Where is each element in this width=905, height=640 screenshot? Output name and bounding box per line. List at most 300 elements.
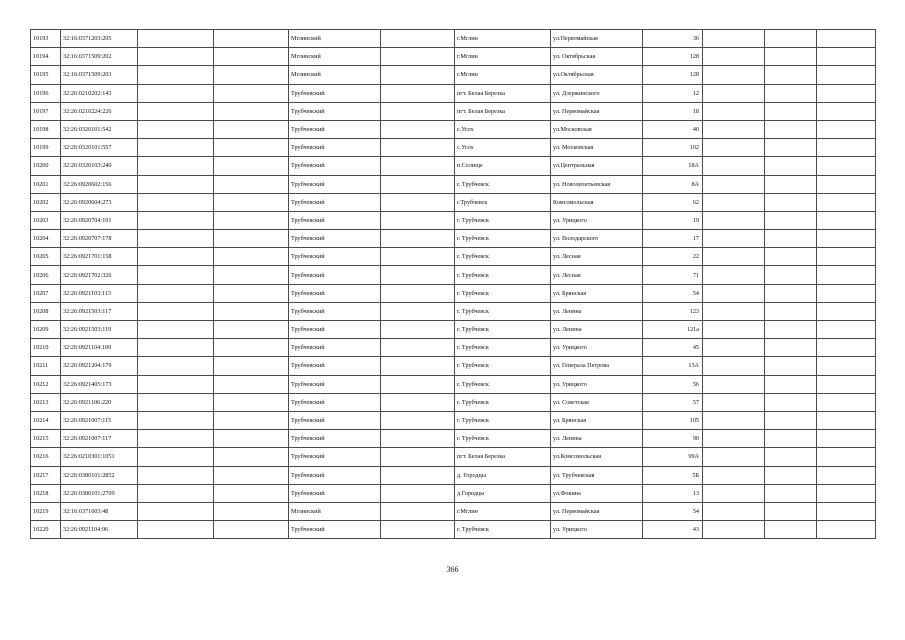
empty-cell xyxy=(381,284,455,302)
table-row xyxy=(31,157,876,175)
locality-cell: г. Трубчевск xyxy=(455,521,551,539)
locality-cell: г.Мглин xyxy=(455,502,551,520)
street-cell: ул. Дзержинского xyxy=(551,84,643,102)
empty-cell xyxy=(703,175,765,193)
empty-cell xyxy=(703,411,765,429)
district-cell: Трубчевский xyxy=(289,302,381,320)
empty-cell xyxy=(381,120,455,138)
empty-cell xyxy=(817,393,876,411)
table-row xyxy=(31,321,876,339)
empty-cell xyxy=(214,211,289,229)
empty-cell xyxy=(703,230,765,248)
empty-cell xyxy=(703,48,765,66)
empty-cell xyxy=(765,120,817,138)
empty-cell xyxy=(817,48,876,66)
empty-cell xyxy=(214,48,289,66)
empty-cell xyxy=(765,139,817,157)
house-number-cell: 56 xyxy=(643,375,703,393)
empty-cell xyxy=(214,284,289,302)
empty-cell xyxy=(765,430,817,448)
row-id-cell: 10216 xyxy=(31,448,61,466)
empty-cell xyxy=(817,266,876,284)
street-cell: ул. Новолеонтьевская xyxy=(551,175,643,193)
empty-cell xyxy=(381,48,455,66)
row-id-cell: 10193 xyxy=(31,30,61,48)
street-cell: ул.Центральная xyxy=(551,157,643,175)
empty-cell xyxy=(214,266,289,284)
house-number-cell: 54 xyxy=(643,284,703,302)
row-id-cell: 10201 xyxy=(31,175,61,193)
empty-cell xyxy=(703,357,765,375)
empty-cell xyxy=(214,120,289,138)
house-number-cell: 43 xyxy=(643,521,703,539)
district-cell: Трубчевский xyxy=(289,230,381,248)
row-id-cell: 10207 xyxy=(31,284,61,302)
empty-cell xyxy=(138,284,214,302)
district-cell: Трубчевский xyxy=(289,120,381,138)
cadastral-number-cell: 32:26:0920604:273 xyxy=(61,193,138,211)
empty-cell xyxy=(765,84,817,102)
house-number-cell: 45 xyxy=(643,339,703,357)
house-number-cell: 102 xyxy=(643,139,703,157)
empty-cell xyxy=(138,266,214,284)
empty-cell xyxy=(817,175,876,193)
empty-cell xyxy=(381,411,455,429)
cadastral-number-cell: 32:26:0210202:143 xyxy=(61,84,138,102)
empty-cell xyxy=(138,102,214,120)
locality-cell: г. Трубчевск xyxy=(455,393,551,411)
table-row xyxy=(31,102,876,120)
empty-cell xyxy=(703,375,765,393)
empty-cell xyxy=(765,502,817,520)
empty-cell xyxy=(214,193,289,211)
table-row xyxy=(31,139,876,157)
cadastral-number-cell: 32:26:0920602:156 xyxy=(61,175,138,193)
empty-cell xyxy=(138,120,214,138)
table-row xyxy=(31,339,876,357)
empty-cell xyxy=(214,248,289,266)
cadastral-number-cell: 32:26:0320101:557 xyxy=(61,139,138,157)
district-cell: Трубчевский xyxy=(289,430,381,448)
empty-cell xyxy=(214,175,289,193)
empty-cell xyxy=(765,284,817,302)
empty-cell xyxy=(138,521,214,539)
cadastral-number-cell: 32:26:0320103:240 xyxy=(61,157,138,175)
house-number-cell: 62 xyxy=(643,193,703,211)
district-cell: Трубчевский xyxy=(289,139,381,157)
empty-cell xyxy=(138,230,214,248)
empty-cell xyxy=(381,321,455,339)
empty-cell xyxy=(381,521,455,539)
empty-cell xyxy=(703,102,765,120)
table-row xyxy=(31,175,876,193)
table-row xyxy=(31,502,876,520)
property-table xyxy=(30,29,876,539)
empty-cell xyxy=(138,502,214,520)
empty-cell xyxy=(138,357,214,375)
locality-cell: г. Трубчевск xyxy=(455,266,551,284)
empty-cell xyxy=(138,30,214,48)
empty-cell xyxy=(381,375,455,393)
empty-cell xyxy=(138,411,214,429)
house-number-cell: 17 xyxy=(643,230,703,248)
empty-cell xyxy=(214,139,289,157)
house-number-cell: 123 xyxy=(643,302,703,320)
cadastral-number-cell: 32:26:0921007:115 xyxy=(61,411,138,429)
district-cell: Трубчевский xyxy=(289,84,381,102)
empty-cell xyxy=(138,157,214,175)
street-cell: ул. Первомайская xyxy=(551,102,643,120)
empty-cell xyxy=(381,66,455,84)
row-id-cell: 10204 xyxy=(31,230,61,248)
table-row xyxy=(31,284,876,302)
empty-cell xyxy=(214,230,289,248)
table-row xyxy=(31,466,876,484)
table-row xyxy=(31,84,876,102)
house-number-cell: 128 xyxy=(643,48,703,66)
empty-cell xyxy=(138,393,214,411)
empty-cell xyxy=(214,339,289,357)
empty-cell xyxy=(138,448,214,466)
cadastral-number-cell: 32:26:0380101:2852 xyxy=(61,466,138,484)
empty-cell xyxy=(765,321,817,339)
empty-cell xyxy=(765,102,817,120)
table-row xyxy=(31,30,876,48)
house-number-cell: 90 xyxy=(643,430,703,448)
locality-cell: г.Трубчевск xyxy=(455,193,551,211)
empty-cell xyxy=(817,339,876,357)
district-cell: Трубчевский xyxy=(289,266,381,284)
district-cell: Трубчевский xyxy=(289,284,381,302)
house-number-cell: 99А xyxy=(643,448,703,466)
house-number-cell: 22 xyxy=(643,248,703,266)
row-id-cell: 10195 xyxy=(31,66,61,84)
empty-cell xyxy=(703,502,765,520)
cadastral-number-cell: 32:26:0921103:113 xyxy=(61,284,138,302)
empty-cell xyxy=(381,266,455,284)
empty-cell xyxy=(381,393,455,411)
empty-cell xyxy=(703,266,765,284)
empty-cell xyxy=(214,302,289,320)
table-row xyxy=(31,375,876,393)
cadastral-number-cell: 32:26:0921007:117 xyxy=(61,430,138,448)
empty-cell xyxy=(765,375,817,393)
row-id-cell: 10199 xyxy=(31,139,61,157)
empty-cell xyxy=(765,357,817,375)
empty-cell xyxy=(817,466,876,484)
street-cell: ул. Урицкого xyxy=(551,211,643,229)
empty-cell xyxy=(138,321,214,339)
empty-cell xyxy=(817,211,876,229)
empty-cell xyxy=(214,502,289,520)
empty-cell xyxy=(214,375,289,393)
district-cell: Трубчевский xyxy=(289,339,381,357)
cadastral-number-cell: 32:26:0921106:220 xyxy=(61,393,138,411)
empty-cell xyxy=(817,66,876,84)
empty-cell xyxy=(214,521,289,539)
empty-cell xyxy=(817,375,876,393)
empty-cell xyxy=(703,157,765,175)
empty-cell xyxy=(765,484,817,502)
table-row xyxy=(31,302,876,320)
empty-cell xyxy=(138,248,214,266)
street-cell: ул. Трубчевская xyxy=(551,466,643,484)
empty-cell xyxy=(703,302,765,320)
locality-cell: д. Городцы xyxy=(455,466,551,484)
empty-cell xyxy=(214,484,289,502)
row-id-cell: 10214 xyxy=(31,411,61,429)
table-row xyxy=(31,430,876,448)
empty-cell xyxy=(381,175,455,193)
cadastral-number-cell: 32:26:0380101:2709 xyxy=(61,484,138,502)
table-row xyxy=(31,48,876,66)
empty-cell xyxy=(703,393,765,411)
table-row xyxy=(31,66,876,84)
empty-cell xyxy=(765,248,817,266)
locality-cell: г. Трубчевск xyxy=(455,430,551,448)
empty-cell xyxy=(765,157,817,175)
empty-cell xyxy=(817,321,876,339)
empty-cell xyxy=(138,430,214,448)
empty-cell xyxy=(817,30,876,48)
locality-cell: пгт. Белая Березка xyxy=(455,84,551,102)
locality-cell: пгт. Белая Березка xyxy=(455,102,551,120)
empty-cell xyxy=(381,139,455,157)
empty-cell xyxy=(381,230,455,248)
district-cell: Трубчевский xyxy=(289,411,381,429)
district-cell: Мглинский xyxy=(289,502,381,520)
locality-cell: г. Трубчевск xyxy=(455,211,551,229)
empty-cell xyxy=(214,30,289,48)
empty-cell xyxy=(765,211,817,229)
table-row xyxy=(31,193,876,211)
row-id-cell: 10212 xyxy=(31,375,61,393)
house-number-cell: 71 xyxy=(643,266,703,284)
empty-cell xyxy=(765,521,817,539)
cadastral-number-cell: 32:26:0921701:158 xyxy=(61,248,138,266)
empty-cell xyxy=(214,393,289,411)
cadastral-number-cell: 32:26:0210224:226 xyxy=(61,102,138,120)
empty-cell xyxy=(765,48,817,66)
empty-cell xyxy=(765,266,817,284)
empty-cell xyxy=(817,157,876,175)
empty-cell xyxy=(381,466,455,484)
locality-cell: г. Трубчевск xyxy=(455,357,551,375)
district-cell: Трубчевский xyxy=(289,193,381,211)
empty-cell xyxy=(138,302,214,320)
empty-cell xyxy=(817,521,876,539)
locality-cell: г. Трубчевск xyxy=(455,375,551,393)
cadastral-number-cell: 32:26:0921405:173 xyxy=(61,375,138,393)
empty-cell xyxy=(765,393,817,411)
row-id-cell: 10194 xyxy=(31,48,61,66)
district-cell: Трубчевский xyxy=(289,393,381,411)
row-id-cell: 10209 xyxy=(31,321,61,339)
empty-cell xyxy=(817,430,876,448)
street-cell: ул. Советская xyxy=(551,393,643,411)
empty-cell xyxy=(765,175,817,193)
empty-cell xyxy=(138,66,214,84)
empty-cell xyxy=(817,357,876,375)
cadastral-number-cell: 32:26:0210301:1051 xyxy=(61,448,138,466)
street-cell: ул. Урицкого xyxy=(551,339,643,357)
empty-cell xyxy=(381,30,455,48)
empty-cell xyxy=(817,302,876,320)
street-cell: ул. Ленина xyxy=(551,302,643,320)
street-cell: ул.Московская xyxy=(551,120,643,138)
locality-cell: г. Трубчевск xyxy=(455,230,551,248)
street-cell: ул.Первомайская xyxy=(551,30,643,48)
empty-cell xyxy=(703,321,765,339)
locality-cell: п.Селище xyxy=(455,157,551,175)
street-cell: ул. Володарского xyxy=(551,230,643,248)
district-cell: Мглинский xyxy=(289,66,381,84)
house-number-cell: 18 xyxy=(643,102,703,120)
street-cell: ул. Ленина xyxy=(551,321,643,339)
empty-cell xyxy=(214,466,289,484)
district-cell: Трубчевский xyxy=(289,321,381,339)
district-cell: Трубчевский xyxy=(289,211,381,229)
table-row xyxy=(31,484,876,502)
table-row xyxy=(31,521,876,539)
street-cell: ул. Первомайская xyxy=(551,502,643,520)
row-id-cell: 10197 xyxy=(31,102,61,120)
table-row xyxy=(31,266,876,284)
empty-cell xyxy=(214,66,289,84)
empty-cell xyxy=(765,66,817,84)
empty-cell xyxy=(381,448,455,466)
district-cell: Мглинский xyxy=(289,30,381,48)
empty-cell xyxy=(138,139,214,157)
table-row xyxy=(31,411,876,429)
empty-cell xyxy=(381,430,455,448)
cadastral-number-cell: 32:26:0921702:326 xyxy=(61,266,138,284)
table-row xyxy=(31,248,876,266)
empty-cell xyxy=(703,66,765,84)
empty-cell xyxy=(703,339,765,357)
district-cell: Трубчевский xyxy=(289,484,381,502)
empty-cell xyxy=(214,411,289,429)
cadastral-number-cell: 32:26:0921503:117 xyxy=(61,302,138,320)
empty-cell xyxy=(703,84,765,102)
table-row xyxy=(31,230,876,248)
empty-cell xyxy=(138,193,214,211)
table-body xyxy=(31,30,876,539)
cadastral-number-cell: 32:26:0320101:542 xyxy=(61,120,138,138)
district-cell: Трубчевский xyxy=(289,448,381,466)
locality-cell: г.Мглин xyxy=(455,30,551,48)
empty-cell xyxy=(138,466,214,484)
locality-cell: г. Трубчевск xyxy=(455,321,551,339)
district-cell: Мглинский xyxy=(289,48,381,66)
house-number-cell: 13А xyxy=(643,357,703,375)
locality-cell: г. Трубчевск xyxy=(455,339,551,357)
street-cell: ул. Московская xyxy=(551,139,643,157)
district-cell: Трубчевский xyxy=(289,375,381,393)
row-id-cell: 10217 xyxy=(31,466,61,484)
house-number-cell: 36 xyxy=(643,30,703,48)
empty-cell xyxy=(817,411,876,429)
house-number-cell: 57 xyxy=(643,393,703,411)
locality-cell: д.Городцы xyxy=(455,484,551,502)
empty-cell xyxy=(138,211,214,229)
empty-cell xyxy=(138,84,214,102)
empty-cell xyxy=(765,193,817,211)
cadastral-number-cell: 32:26:0921204:179 xyxy=(61,357,138,375)
street-cell: ул. Ленина xyxy=(551,430,643,448)
empty-cell xyxy=(817,102,876,120)
district-cell: Трубчевский xyxy=(289,248,381,266)
table-row xyxy=(31,357,876,375)
empty-cell xyxy=(703,284,765,302)
cadastral-number-cell: 32:26:0921503:119 xyxy=(61,321,138,339)
row-id-cell: 10213 xyxy=(31,393,61,411)
empty-cell xyxy=(703,211,765,229)
empty-cell xyxy=(138,175,214,193)
empty-cell xyxy=(381,84,455,102)
street-cell: Комсомольская xyxy=(551,193,643,211)
street-cell: ул.Комсомольская xyxy=(551,448,643,466)
page-number: 366 xyxy=(446,565,459,574)
cadastral-number-cell: 32:16:0371603:48 xyxy=(61,502,138,520)
row-id-cell: 10219 xyxy=(31,502,61,520)
row-id-cell: 10206 xyxy=(31,266,61,284)
empty-cell xyxy=(381,484,455,502)
empty-cell xyxy=(381,302,455,320)
district-cell: Трубчевский xyxy=(289,466,381,484)
empty-cell xyxy=(817,502,876,520)
empty-cell xyxy=(765,411,817,429)
empty-cell xyxy=(381,248,455,266)
table-row xyxy=(31,448,876,466)
house-number-cell: 19 xyxy=(643,211,703,229)
empty-cell xyxy=(765,466,817,484)
empty-cell xyxy=(817,139,876,157)
locality-cell: г. Трубчевск xyxy=(455,248,551,266)
empty-cell xyxy=(817,484,876,502)
empty-cell xyxy=(765,302,817,320)
empty-cell xyxy=(138,48,214,66)
cadastral-number-cell: 32:26:0920704:101 xyxy=(61,211,138,229)
street-cell: ул.Октябрьская xyxy=(551,66,643,84)
row-id-cell: 10205 xyxy=(31,248,61,266)
empty-cell xyxy=(765,30,817,48)
empty-cell xyxy=(765,448,817,466)
empty-cell xyxy=(703,466,765,484)
row-id-cell: 10215 xyxy=(31,430,61,448)
empty-cell xyxy=(138,484,214,502)
empty-cell xyxy=(214,84,289,102)
locality-cell: г. Трубчевск xyxy=(455,302,551,320)
empty-cell xyxy=(703,193,765,211)
locality-cell: г.Мглин xyxy=(455,48,551,66)
empty-cell xyxy=(817,448,876,466)
cadastral-number-cell: 32:16:0371203:205 xyxy=(61,30,138,48)
house-number-cell: 12 xyxy=(643,84,703,102)
locality-cell: г. Трубчевск xyxy=(455,284,551,302)
district-cell: Трубчевский xyxy=(289,102,381,120)
house-number-cell: 54 xyxy=(643,502,703,520)
street-cell: ул.Фокина xyxy=(551,484,643,502)
street-cell: ул. Урицкого xyxy=(551,375,643,393)
house-number-cell: 128 xyxy=(643,66,703,84)
cadastral-number-cell: 32:16:0371509:203 xyxy=(61,66,138,84)
empty-cell xyxy=(381,102,455,120)
empty-cell xyxy=(817,193,876,211)
empty-cell xyxy=(214,448,289,466)
empty-cell xyxy=(214,430,289,448)
empty-cell xyxy=(381,357,455,375)
